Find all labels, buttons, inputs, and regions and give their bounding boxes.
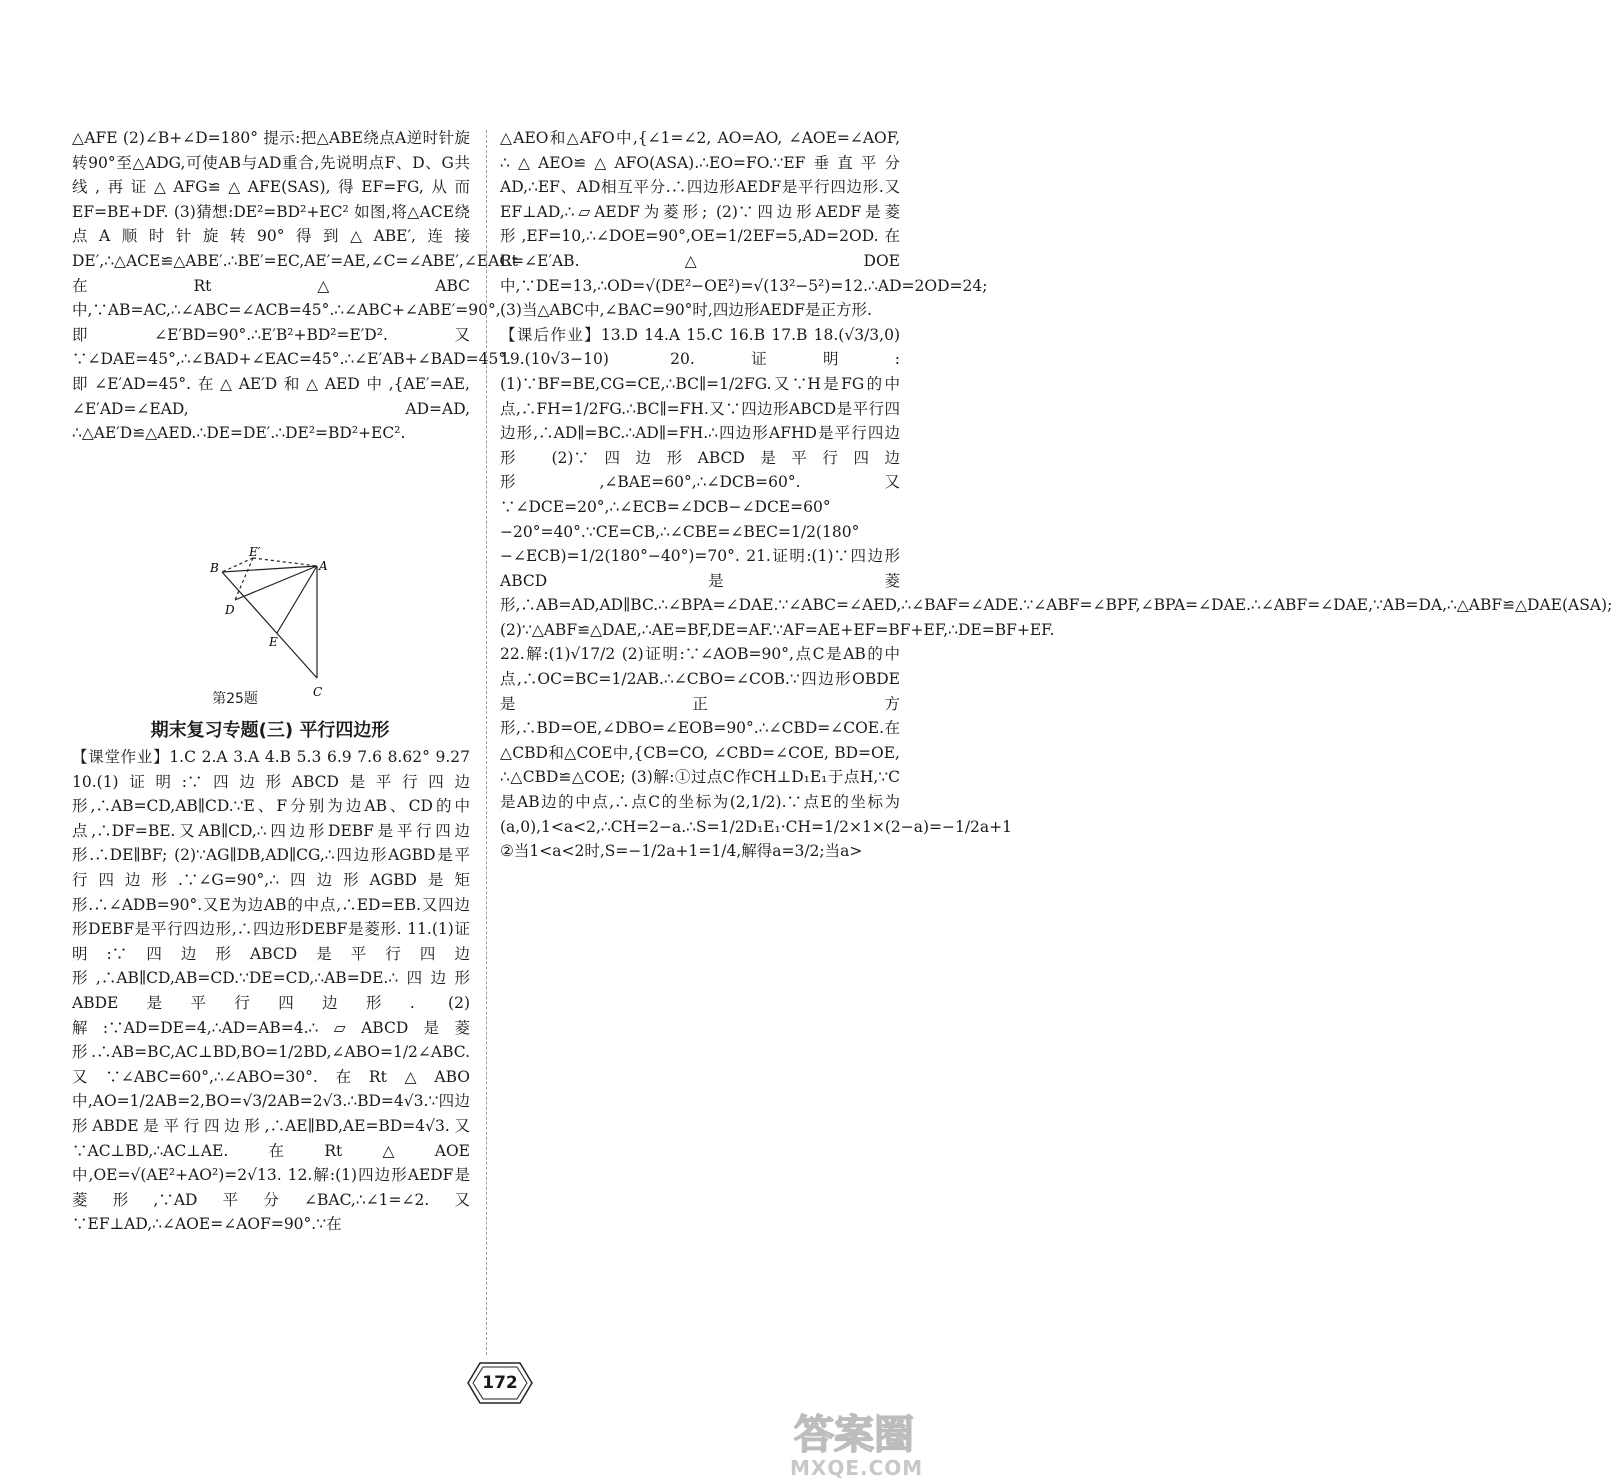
watermark-url: MXQE.COM (790, 1456, 924, 1480)
watermark-text: 答案圈 (794, 1412, 914, 1458)
label-a: A (319, 559, 328, 573)
label-e: E (269, 635, 278, 649)
label-e-prime: E′ (249, 545, 261, 559)
right-paragraph-2: 【课后作业】13.D 14.A 15.C 16.B 17.B 18.(√3/3,0) 19.(10√3−10) 20.证明:(1)∵BF=BE,CG=CE,∴BC∥=1/2FG.又∵H是FG的中点,∴FH=1/2FG.∴BC∥=FH.又∵四边形ABCD是平行四边形,∴AD∥=BC.∴AD∥=FH.∴四边形AFHD是平行四边形 (2)∵四边形ABCD是平行四边形,∠BAE=60°,∴∠DCB=60°.又∵∠DCE=20°,∴∠ECB=∠DCB−∠DCE=60°−20°=40°.∵CE=CB,∴∠CBE=∠BEC=1/2(180°−∠ECB)=1/2(180°−40°)=70°. 21.证明:(1)∵四边形ABCD是菱形,∴AB=AD,AD∥BC.∴∠BPA=∠DAE.∵∠ABC=∠AED,∴∠BAF=∠ADE.∵∠ABF=∠BPF,∠BPA=∠DAE.∴∠ABF=∠DAE,∵AB=DA,∴△ABF≌△DAE(ASA); (2)∵△ABF≌△DAE,∴AE=BF,DE=AF.∵AF=AE+EF=BF+EF,∴DE=BF+EF. 22.解:(1)√17/2 (2)证明:∵∠AOB=90°,点C是AB的中点,∴OC=BC=1/2AB.∴∠CBO=∠COB.∵四边形OBDE是正方形,∴BD=OE,∠DBO=∠EOB=90°.∴∠CBD=∠COE.在△CBD和△COE中,{CB=CO, ∠CBD=∠COE, BD=OE, ∴△CBD≌△COE; (3)解:①过点C作CH⊥D₁E₁于点H,∵C是AB边的中点,∴点C的坐标为(2,1/2).∵点E的坐标为(a,0),1<a<2,∴CH=2−a.∴S=1/2D₁E₁·CH=1/2×1×(2−a)=−1/2a+1 ②当1<a<2时,S=−1/2a+1=1/4,解得a=3/2;当a> (500, 325, 1612, 861)
label-c: C (313, 685, 323, 699)
figure-caption: 第25题 (212, 691, 258, 707)
left-column-lower (72, 745, 470, 1237)
left-paragraph-1: △AFE (2)∠B+∠D=180° 提示:把△ABE绕点A逆时针旋转90°至△ADG,可使AB与AD重合,先说明点F、D、G共线,再证△AFG≌△AFE(SAS),得EF=FG,从而EF=BE+DF. (3)猜想:DE²=BD²+EC² 如图,将△ACE绕点A顺时针旋转90°得到△ABE′,连接DE′,∴△ACE≌△ABE′.∴BE′=EC,AE′=AE,∠C=∠ABE′,∠EAC=∠E′AB.在Rt△ABC中,∵AB=AC,∴∠ABC=∠ACB=45°.∴∠ABC+∠ABE′=90°,即∠E′BD=90°.∴E′B²+BD²=E′D².又∵∠DAE=45°,∴∠BAD+∠EAC=45°.∴∠E′AB+∠BAD=45°.即∠E′AD=45°.在△AE′D和△AED中,{AE′=AE, ∠E′AD=∠EAD, AD=AD, ∴△AE′D≌△AED.∴DE=DE′.∴DE²=BD²+EC². (72, 129, 580, 443)
page-number: 172 (482, 1373, 518, 1393)
label-d: D (225, 603, 235, 617)
section-title: 期末复习专题(三) 平行四边形 (150, 720, 390, 741)
left-column (72, 126, 580, 446)
left-paragraph-2: 【课堂作业】1.C 2.A 3.A 4.B 5.3 6.9 7.6 8.62° 9.27 10.(1)证明:∵四边形ABCD是平行四边形,∴AB=CD,AB∥CD.∵E、F分别为边AB、CD的中点,∴DF=BE.又AB∥CD,∴四边形DEBF是平行四边形.∴DE∥BF; (2)∵AG∥DB,AD∥CG,∴四边形AGBD是平行四边形.∵∠G=90°,∴四边形AGBD是矩形.∴∠ADB=90°.又E为边AB的中点,∴ED=EB.又四边形DEBF是平行四边形,∴四边形DEBF是菱形. 11.(1)证明:∵四边形ABCD是平行四边形,∴AB∥CD,AB=CD.∵DE=CD,∴AB=DE.∴四边形ABDE是平行四边形. (2)解:∵AD=DE=4,∴AD=AB=4.∴▱ABCD是菱形.∴AB=BC,AC⊥BD,BO=1/2BD,∠ABO=1/2∠ABC.又∵∠ABC=60°,∴∠ABO=30°.在Rt△ABO中,AO=1/2AB=2,BO=√3/2AB=2√3.∴BD=4√3.∵四边形ABDE是平行四边形,∴AE∥BD,AE=BD=4√3.又∵AC⊥BD,∴AC⊥AE.在Rt△AOE中,OE=√(AE²+AO²)=2√13. 12.解:(1)四边形AEDF是菱形,∵AD平分∠BAC,∴∠1=∠2.又∵EF⊥AD,∴∠AOE=∠AOF=90°.∵在 (72, 748, 470, 1234)
page-number-badge (466, 1360, 534, 1406)
right-column (500, 126, 1612, 864)
right-paragraph-1: △AEO和△AFO中,{∠1=∠2, AO=AO, ∠AOE=∠AOF, ∴△AEO≌△AFO(ASA).∴EO=FO.∵EF垂直平分AD,∴EF、AD相互平分.∴四边形AEDF是平行四边形.又EF⊥AD,∴▱AEDF为菱形; (2)∵四边形AEDF是菱形,EF=10,∴∠DOE=90°,OE=1/2EF=5,AD=2OD.在Rt△DOE中,∵DE=13,∴OD=√(DE²−OE²)=√(13²−5²)=12.∴AD=2OD=24; (3)当△ABC中,∠BAC=90°时,四边形AEDF是正方形. (500, 129, 988, 320)
label-b: B (210, 561, 219, 575)
geometry-figure-25 (205, 545, 345, 710)
column-divider (486, 130, 487, 1355)
